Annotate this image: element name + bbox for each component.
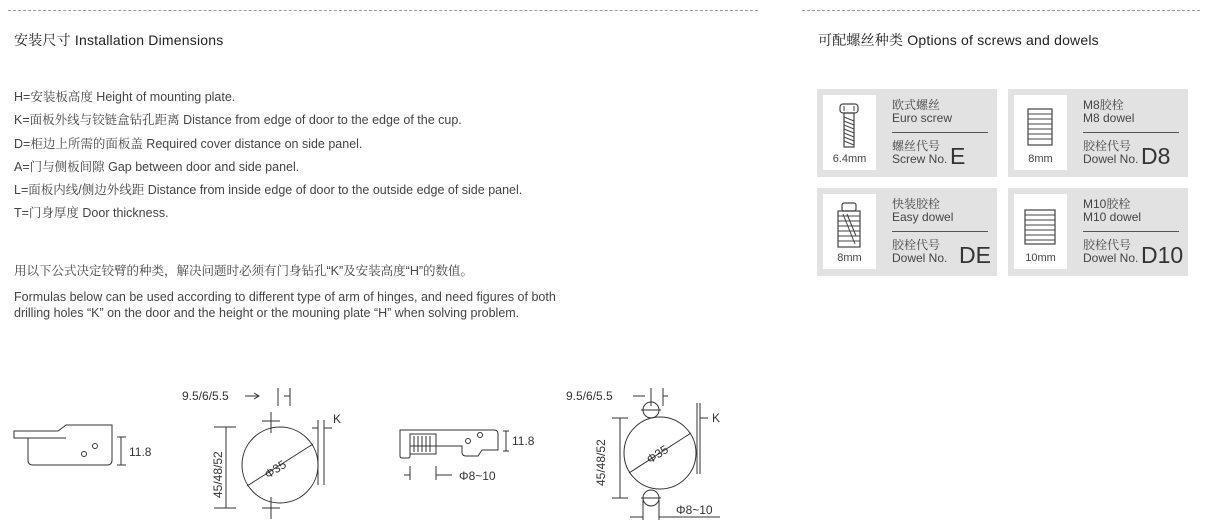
card-euro-screw-size: 6.4mm xyxy=(832,153,867,165)
card-m8-dowel-name xyxy=(1083,99,1134,125)
m8-dowel-icon xyxy=(1014,95,1067,170)
definition-d: D=柜边上所需的面板盖 Required cover distance on side panel. xyxy=(14,136,363,151)
card-easy-dowel xyxy=(817,188,997,276)
m10-dowel-icon xyxy=(1014,194,1067,269)
card-m10-dowel-name-cn: M10胶栓 xyxy=(1083,197,1131,211)
card-m8-dowel-size: 8mm xyxy=(1028,153,1053,165)
cup-diameter-label-1: Φ35 xyxy=(262,457,289,482)
card-m10-dowel-name xyxy=(1083,198,1141,224)
card-easy-dowel-code-label-en: Dowel No. xyxy=(892,251,948,265)
card-easy-dowel-code-label-cn: 胶栓代号 xyxy=(892,238,941,252)
card-m10-dowel-code: D10 xyxy=(1141,242,1184,268)
card-euro-screw-name-cn: 欧式螺丝 xyxy=(892,98,941,112)
card-easy-dowel-name-cn: 快装胶栓 xyxy=(892,197,941,211)
card-m10-dowel-size: 10mm xyxy=(1025,252,1056,264)
hinge-cup-top-view-1 xyxy=(214,388,332,519)
screw-options-title: 可配螺丝种类 Options of screws and dowels xyxy=(818,32,1099,48)
card-m8-dowel-code-label xyxy=(1083,140,1138,166)
card-m10-dowel xyxy=(1008,188,1188,276)
card-m10-dowel-name-en: M10 dowel xyxy=(1083,210,1142,224)
cup-vertical-label-2: 45/48/52 xyxy=(594,439,608,486)
k-label-1: K xyxy=(333,412,342,426)
card-m8-dowel-code: D8 xyxy=(1141,143,1171,169)
hinge-dimension-drawings xyxy=(0,370,760,531)
card-easy-dowel-name xyxy=(892,198,953,224)
card-easy-dowel-code-label xyxy=(892,239,947,265)
definition-k: K=面板外线与铰链盒钻孔距离 Distance from edge of door to the edge of the cup. xyxy=(14,113,462,128)
spacing-label-1: 9.5/6/5.5 xyxy=(182,389,229,403)
cup-vertical-label-1: 45/48/52 xyxy=(211,451,225,498)
card-m8-dowel-name-en: M8 dowel xyxy=(1083,111,1135,125)
card-euro-screw-code: E xyxy=(950,143,966,169)
definition-h: H=安装板高度 Height of mounting plate. xyxy=(14,90,236,104)
installation-dimensions-title: 安装尺寸 Installation Dimensions xyxy=(14,32,224,48)
card-m8-dowel-code-label-cn: 胶栓代号 xyxy=(1083,139,1132,153)
definitions-list xyxy=(14,86,522,226)
formula-note-en xyxy=(14,289,556,321)
card-euro-screw-code-label-en: Screw No. xyxy=(892,152,948,166)
card-easy-dowel-size: 8mm xyxy=(837,252,862,264)
card-m8-dowel-code-label-en: Dowel No. xyxy=(1083,152,1139,166)
formula-note-cn: 用以下公式决定铰臂的种类，解决问题时必须有门身钻孔“K”及安装高度“H”的数值。 xyxy=(14,264,474,278)
card-easy-dowel-name-en: Easy dowel xyxy=(892,210,954,224)
easy-dowel-icon xyxy=(823,194,876,269)
mounting-plate-side-view-1 xyxy=(14,425,126,465)
card-euro-screw-code-label xyxy=(892,140,947,166)
card-rule xyxy=(892,132,988,133)
dowel-range-label-3: Φ8~10 xyxy=(676,503,713,517)
card-euro-screw-code-label-cn: 螺丝代号 xyxy=(892,139,941,153)
top-divider-left xyxy=(8,10,758,11)
card-easy-dowel-code: DE xyxy=(959,242,991,268)
card-rule xyxy=(1083,231,1179,232)
card-rule xyxy=(892,231,988,232)
top-divider-right xyxy=(802,10,1200,11)
definition-l: L=面板内线/侧边外线距 Distance from inside edge of door to the outside edge of side panel. xyxy=(14,183,523,198)
card-rule xyxy=(1083,132,1179,133)
spacing-label-2: 9.5/6/5.5 xyxy=(566,389,613,403)
plate-height-label-2: 11.8 xyxy=(512,434,535,448)
cup-diameter-label-2: Φ35 xyxy=(644,442,671,467)
card-m10-dowel-code-label-en: Dowel No. xyxy=(1083,251,1139,265)
plate-height-label-1: 11.8 xyxy=(129,445,152,459)
definition-a: A=门与侧板间隙 Gap between door and side panel. xyxy=(14,159,300,174)
card-m10-dowel-code-label xyxy=(1083,239,1138,265)
formula-note-en-line-1: Formulas below can be used according to different type of arm of hinges, and need figures of both xyxy=(14,290,556,304)
card-euro-screw xyxy=(817,89,997,177)
card-m8-dowel xyxy=(1008,89,1188,177)
card-euro-screw-name xyxy=(892,99,952,125)
dowel-range-label-2: Φ8~10 xyxy=(459,469,496,483)
definition-t: T=门身厚度 Door thickness. xyxy=(14,206,169,221)
card-m8-dowel-name-cn: M8胶栓 xyxy=(1083,98,1124,112)
card-m10-dowel-code-label-cn: 胶栓代号 xyxy=(1083,238,1132,252)
k-label-2: K xyxy=(712,411,721,425)
euro-screw-icon xyxy=(823,95,876,170)
formula-note-en-line-2: drilling holes “K” on the door and the height or the mouning plate “H” when solving problem. xyxy=(14,306,520,320)
card-euro-screw-name-en: Euro screw xyxy=(892,111,953,125)
